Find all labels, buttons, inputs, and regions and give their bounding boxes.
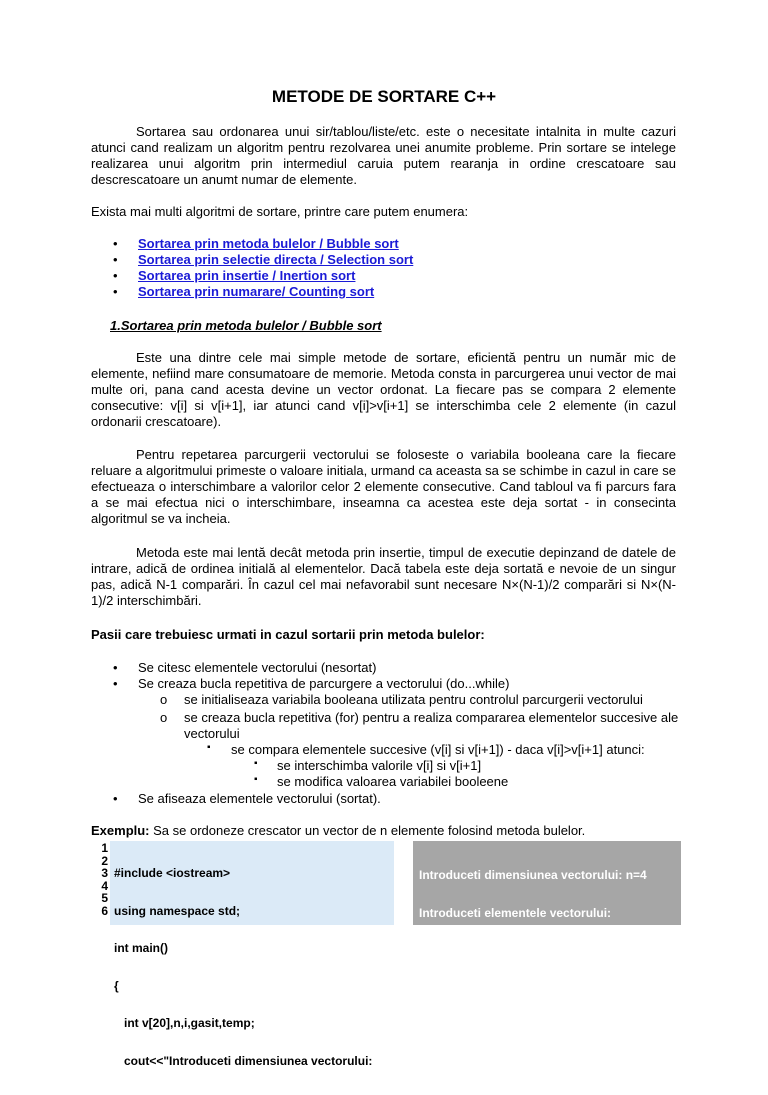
line-number: 6 bbox=[101, 903, 108, 918]
steps-heading: Pasii care trebuiesc urmati in cazul sortarii prin metoda bulelor: bbox=[91, 627, 485, 642]
list-item: Se citesc elementele vectorului (nesortat) bbox=[138, 660, 377, 675]
bullet-circle-icon: o bbox=[160, 692, 168, 707]
bullet-disc-icon: • bbox=[113, 660, 118, 675]
code-line: cout<<"Introduceti dimensiunea vectorului: bbox=[114, 1053, 373, 1068]
link-counting-sort[interactable]: Sortarea prin numarare/ Counting sort bbox=[138, 284, 375, 299]
link-selection-sort[interactable]: Sortarea prin selectie directa / Selection sort bbox=[138, 252, 414, 267]
output-line: Introduceti dimensiunea vectorului: n=4 bbox=[419, 868, 647, 882]
list-item: se initialiseaza variabila booleana utilizata pentru controlul parcurgerii vectorului bbox=[184, 692, 643, 707]
list-item: se compara elementele succesive (v[i] si v[i+1]) - daca v[i]>v[i+1] atunci: bbox=[231, 742, 645, 757]
example-text: Sa se ordoneze crescator un vector de n elemente folosind metoda bulelor. bbox=[149, 823, 586, 838]
list-item: Se afiseaza elementele vectorului (sortat). bbox=[138, 791, 381, 806]
bullet-disc-icon: • bbox=[113, 791, 118, 806]
list-item: se creaza bucla repetitiva (for) pentru a realiza compararea elementelor succesive ale bbox=[184, 710, 679, 725]
line-number: 3 bbox=[101, 866, 108, 880]
output-line: Introduceti elementele vectorului: bbox=[419, 905, 612, 920]
complexity-paragraph bbox=[91, 545, 676, 609]
output-line: v[2]=2 bbox=[419, 980, 455, 995]
boolean-variable-paragraph bbox=[91, 447, 676, 527]
code-line-numbers bbox=[86, 842, 108, 917]
line-number: 5 bbox=[101, 891, 108, 905]
intro-paragraph bbox=[91, 124, 676, 188]
code-line: using namespace std; bbox=[114, 903, 241, 918]
link-insertion-sort[interactable]: Sortarea prin insertie / Inertion sort bbox=[138, 268, 356, 283]
section-heading-bubble-sort: 1.Sortarea prin metoda bulelor / Bubble sort bbox=[110, 318, 382, 333]
output-line: v[3]=5 bbox=[419, 1018, 455, 1032]
example-label: Exemplu: bbox=[91, 823, 150, 838]
paragraph-text: Este una dintre cele mai simple metode de sortare, eficientă pentru un număr mic de elemente, nefiind mare consumatoare de memorie. Metoda consta in parcurgerea unui vector de mai multe ori, pana cand acesta devine un vector ordonat. La fiecare pas se compara 2 elemente consecutive: v[i] si v[i+1], iar atunci cand v[i]>v[i+1] se interschimba cele 2 elemente (in cazul ordonarii crescatoare). bbox=[91, 350, 676, 429]
bullet-disc-icon: • bbox=[113, 236, 118, 251]
bullet-disc-icon: • bbox=[113, 676, 118, 691]
line-number: 4 bbox=[101, 878, 108, 893]
page-title: METODE DE SORTARE C++ bbox=[271, 87, 497, 106]
bullet-square-icon: ▪ bbox=[254, 774, 258, 785]
intro-text: Sortarea sau ordonarea unui sir/tablou/liste/etc. este o necesitate intalnita in multe cazuri atunci cand realizam un algoritm pentru rezolvarea unei anumite probleme. Prin sortare se intelege realizarea unui algoritm prin intermediul caruia putem rearanja in ordine crescatoare sau descrescatoare un anumt numar de elemente. bbox=[91, 124, 676, 187]
paragraph-text: Pentru repetarea parcurgerii vectorului se foloseste o variabila booleana care la fiecare reluare a algoritmului primeste o valoare initiala, urmand ca aceasta sa se schimbe in cazul in care se efectueaza o interschimbare a valorilor celor 2 elemente consecutive. Cand tabloul va fi parcurs fara a se mai efectua nici o interschimbare, inseamna ca acestea este deja sortat - in consecinta algoritmul se va incheia. bbox=[91, 447, 676, 526]
algorithms-intro: Exista mai multi algoritmi de sortare, printre care putem enumera: bbox=[91, 204, 469, 219]
code-line: int main() bbox=[114, 941, 168, 955]
bubble-description-paragraph bbox=[91, 350, 676, 430]
bullet-disc-icon: • bbox=[113, 252, 118, 267]
code-line: #include <iostream> bbox=[114, 866, 231, 880]
line-number: 1 bbox=[101, 841, 108, 855]
list-item: Se creaza bucla repetitiva de parcurgere a vectorului (do...while) bbox=[138, 676, 510, 691]
output-line: v[1]=3 bbox=[419, 943, 455, 957]
bullet-square-icon: ▪ bbox=[207, 742, 211, 753]
bullet-circle-icon: o bbox=[160, 710, 168, 725]
list-item: se interschimba valorile v[i] si v[i+1] bbox=[277, 758, 482, 773]
bullet-disc-icon: • bbox=[113, 268, 118, 283]
code-line: int v[20],n,i,gasit,temp; bbox=[114, 1016, 255, 1030]
example-line bbox=[91, 823, 585, 839]
paragraph-text: Metoda este mai lentă decât metoda prin insertie, timpul de executie depinzand de datele de intrare, adică de ordinea initială al elementelor. Dacă tabela este deja sortată e nevoie de un singur pas, adică N-1 comparări. În cazul cel mai nefavorabil sunt necesare N×(N-1)/2 comparări si N×(N-1)/2 interschimbări. bbox=[91, 545, 676, 608]
bullet-disc-icon: • bbox=[113, 284, 118, 299]
output-lines bbox=[419, 844, 647, 1094]
code-lines bbox=[114, 842, 372, 1092]
code-line: { bbox=[114, 978, 119, 993]
line-number: 2 bbox=[101, 853, 108, 868]
list-item-continuation: vectorului bbox=[184, 726, 240, 741]
bullet-square-icon: ▪ bbox=[254, 758, 258, 769]
output-line: v[4]=1 bbox=[419, 1055, 455, 1070]
list-item: se modifica valoarea variabilei booleene bbox=[277, 774, 509, 789]
link-bubble-sort[interactable]: Sortarea prin metoda bulelor / Bubble sort bbox=[138, 236, 399, 251]
